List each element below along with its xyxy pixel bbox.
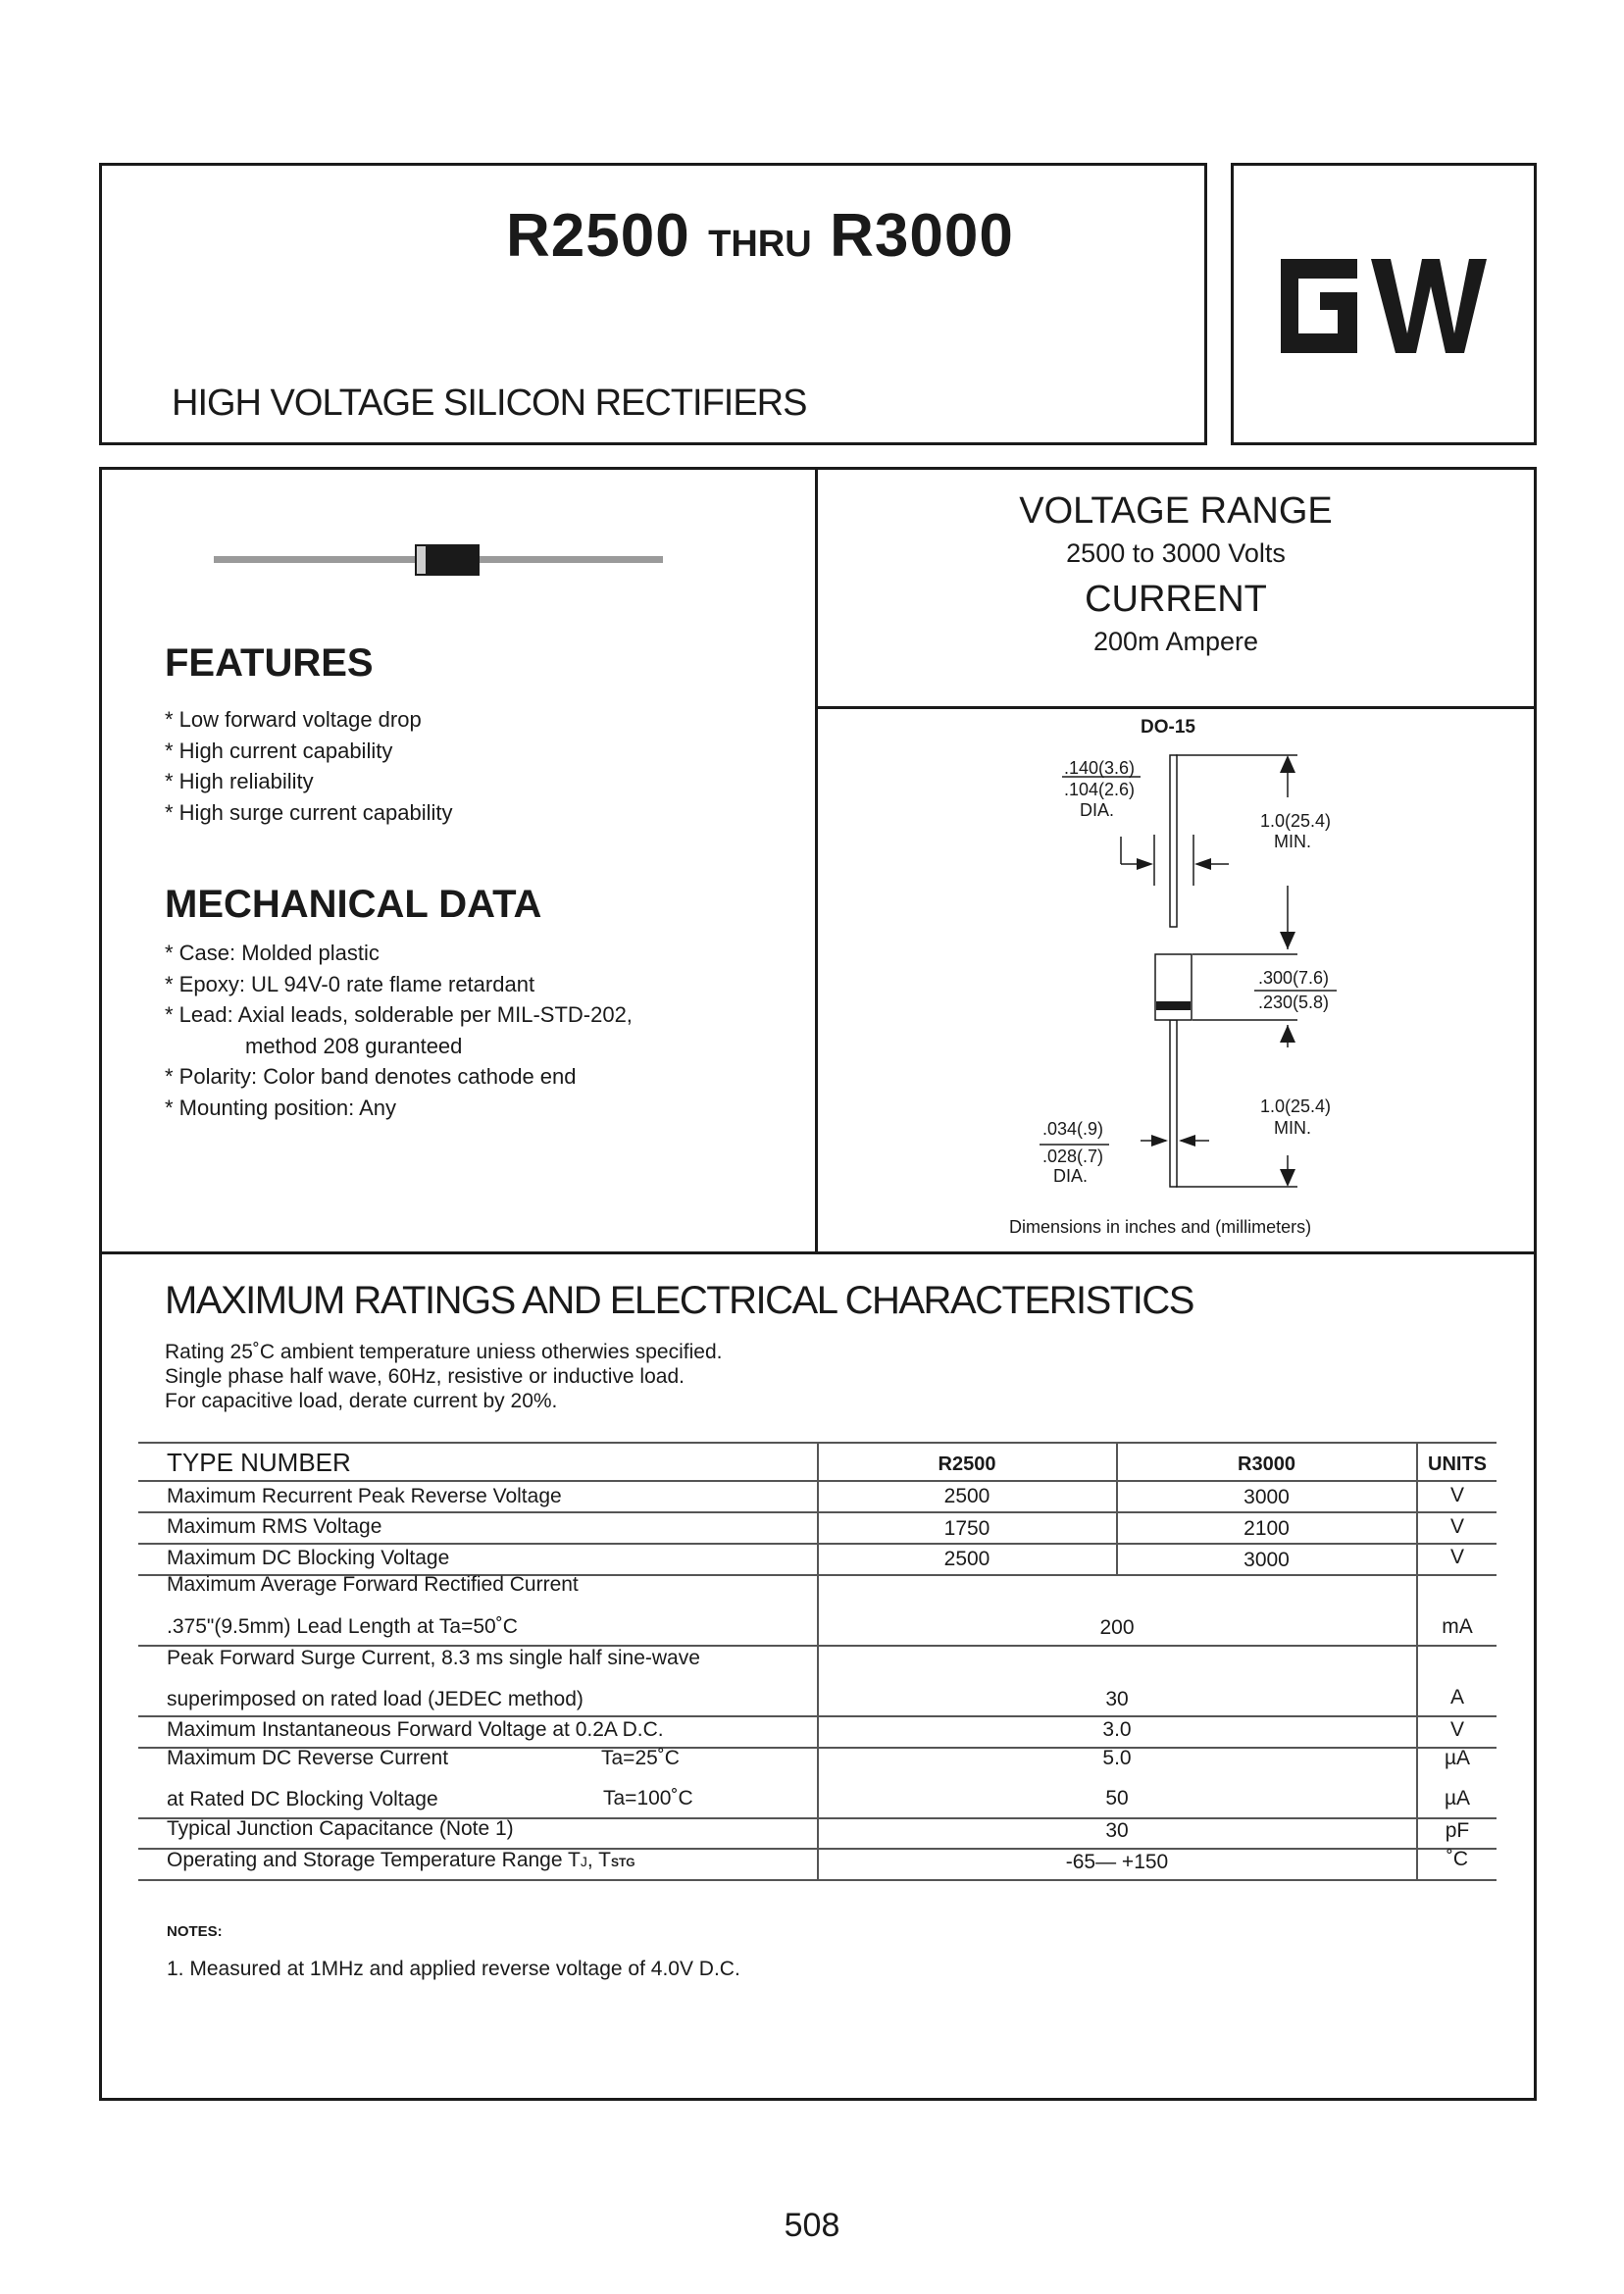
current-heading: CURRENT [1085,579,1267,620]
cell-unit: pF [1445,1819,1470,1842]
part-from: R2500 [506,202,690,270]
range-panel [817,490,1535,657]
lead-length-top: 1.0(25.4) [1260,811,1332,831]
mechanical-list [165,938,633,1123]
current-value: 200m Ampere [1092,627,1259,656]
dimensions-caption: Dimensions in inches and (millimeters) [1009,1217,1312,1237]
temp-range-label: Operating and Storage Temperature Range T [167,1849,581,1871]
row-condition: Ta=25˚C [601,1747,680,1769]
part-title [506,201,1014,271]
part-to: R3000 [830,202,1014,270]
lead-dia-max: .034(.9) [1042,1119,1104,1139]
row-label: Maximum RMS Voltage [167,1515,382,1538]
feature-item: * High reliability [165,769,314,793]
feature-item: * High current capability [165,738,393,763]
cell-r2500: 2500 [943,1548,990,1570]
row-label: Typical Junction Capacitance (Note 1) [167,1817,514,1840]
body-dia-max: .140(3.6) [1064,758,1136,778]
row-label [167,1849,635,1872]
page-number: 508 [784,2207,840,2244]
ratings-divider [101,1251,1535,1254]
features-heading: FEATURES [165,641,374,685]
body-dia-min: .104(2.6) [1064,780,1136,799]
ratings-conditions [165,1340,722,1413]
lead-dia-min: .028(.7) [1042,1147,1104,1166]
row-label: .375"(9.5mm) Lead Length at Ta=50˚C [167,1615,518,1638]
cell-unit: V [1449,1718,1464,1741]
table-rule [138,1879,1497,1881]
row-label: Maximum Recurrent Peak Reverse Voltage [167,1485,562,1507]
body-len-max: .300(7.6) [1258,968,1330,988]
mechanical-item: * Case: Molded plastic [165,941,380,965]
body-len-min: .230(5.8) [1258,993,1330,1012]
cell-unit: V [1449,1484,1464,1506]
row-label: Peak Forward Surge Current, 8.3 ms single half sine-wave [167,1647,700,1669]
cell-r2500: 2500 [943,1485,990,1507]
condition-line: For capacitive load, derate current by 20%. [165,1390,558,1412]
lead-dia-label: DIA. [1053,1166,1089,1186]
cell-value: 30 [1105,1819,1129,1842]
cell-unit: mA [1442,1615,1473,1638]
cell-value: -65— +150 [1065,1851,1169,1873]
temp-range-sep: , T [586,1849,611,1871]
row-label: Maximum Average Forward Rectified Current [167,1573,579,1596]
thru-label: THRU [708,224,812,265]
voltage-range-value: 2500 to 3000 Volts [1066,538,1286,568]
diode-image [214,542,665,581]
row-label: at Rated DC Blocking Voltage [167,1788,438,1810]
row-condition: Ta=100˚C [603,1787,693,1810]
condition-line: Rating 25˚C ambient temperature uniess otherwies specified. [165,1341,723,1363]
subscript-stg: STG [610,1856,635,1869]
cell-unit: µA [1444,1787,1471,1810]
cell-r3000: 3000 [1243,1486,1290,1508]
row-label: Maximum Instantaneous Forward Voltage at 0.2A D.C. [167,1718,664,1741]
voltage-range-heading: VOLTAGE RANGE [1019,490,1333,532]
body-dia-label: DIA. [1080,800,1115,820]
feature-item: * High surge current capability [165,799,453,825]
col-type-number: TYPE NUMBER [167,1448,351,1477]
subscript-j: J [580,1854,587,1869]
cell-value: 50 [1105,1787,1129,1810]
cell-unit: µA [1444,1747,1471,1769]
col-r3000: R3000 [1238,1453,1295,1475]
mechanical-heading: MECHANICAL DATA [165,883,542,926]
cell-value: 5.0 [1102,1747,1132,1769]
mechanical-item: * Epoxy: UL 94V-0 rate flame retardant [165,971,535,996]
brand-logo [1275,253,1493,364]
note-1: 1. Measured at 1MHz and applied reverse voltage of 4.0V D.C. [167,1958,740,1980]
cell-unit: A [1449,1686,1464,1708]
cell-r3000: 3000 [1243,1549,1290,1571]
features-list [165,704,452,828]
feature-item: * Low forward voltage drop [165,707,422,732]
page-subtitle: HIGH VOLTAGE SILICON RECTIFIERS [172,382,807,424]
cell-unit: V [1449,1546,1464,1568]
package-drawing [817,709,1535,1249]
package-name: DO-15 [1141,717,1195,738]
cell-value: 3.0 [1102,1718,1132,1741]
lead-length-bottom: 1.0(25.4) [1260,1096,1332,1116]
lead-length-top-min: MIN. [1274,832,1311,851]
mechanical-item: method 208 guranteed [245,1033,463,1058]
notes-heading: NOTES: [167,1923,223,1940]
mechanical-item: * Mounting position: Any [165,1095,397,1120]
mechanical-item: * Polarity: Color band denotes cathode end [165,1064,577,1089]
ratings-heading: MAXIMUM RATINGS AND ELECTRICAL CHARACTERISTICS [165,1279,1193,1322]
condition-line: Single phase half wave, 60Hz, resistive or inductive load. [165,1365,685,1388]
cell-unit: V [1449,1515,1464,1538]
lead-length-bottom-min: MIN. [1274,1118,1311,1138]
cell-unit: ˚C [1446,1848,1469,1870]
cell-r2500: 1750 [943,1517,990,1540]
cell-value: 30 [1105,1688,1129,1710]
row-label: Maximum DC Reverse Current [167,1747,449,1769]
col-units: UNITS [1428,1453,1487,1475]
cell-r3000: 2100 [1243,1517,1290,1540]
row-label: Maximum DC Blocking Voltage [167,1547,450,1569]
cell-value: 200 [1099,1616,1135,1639]
mechanical-item: * Lead: Axial leads, solderable per MIL-STD-202, [165,1002,633,1027]
row-label: superimposed on rated load (JEDEC method) [167,1688,584,1710]
col-r2500: R2500 [938,1453,996,1475]
